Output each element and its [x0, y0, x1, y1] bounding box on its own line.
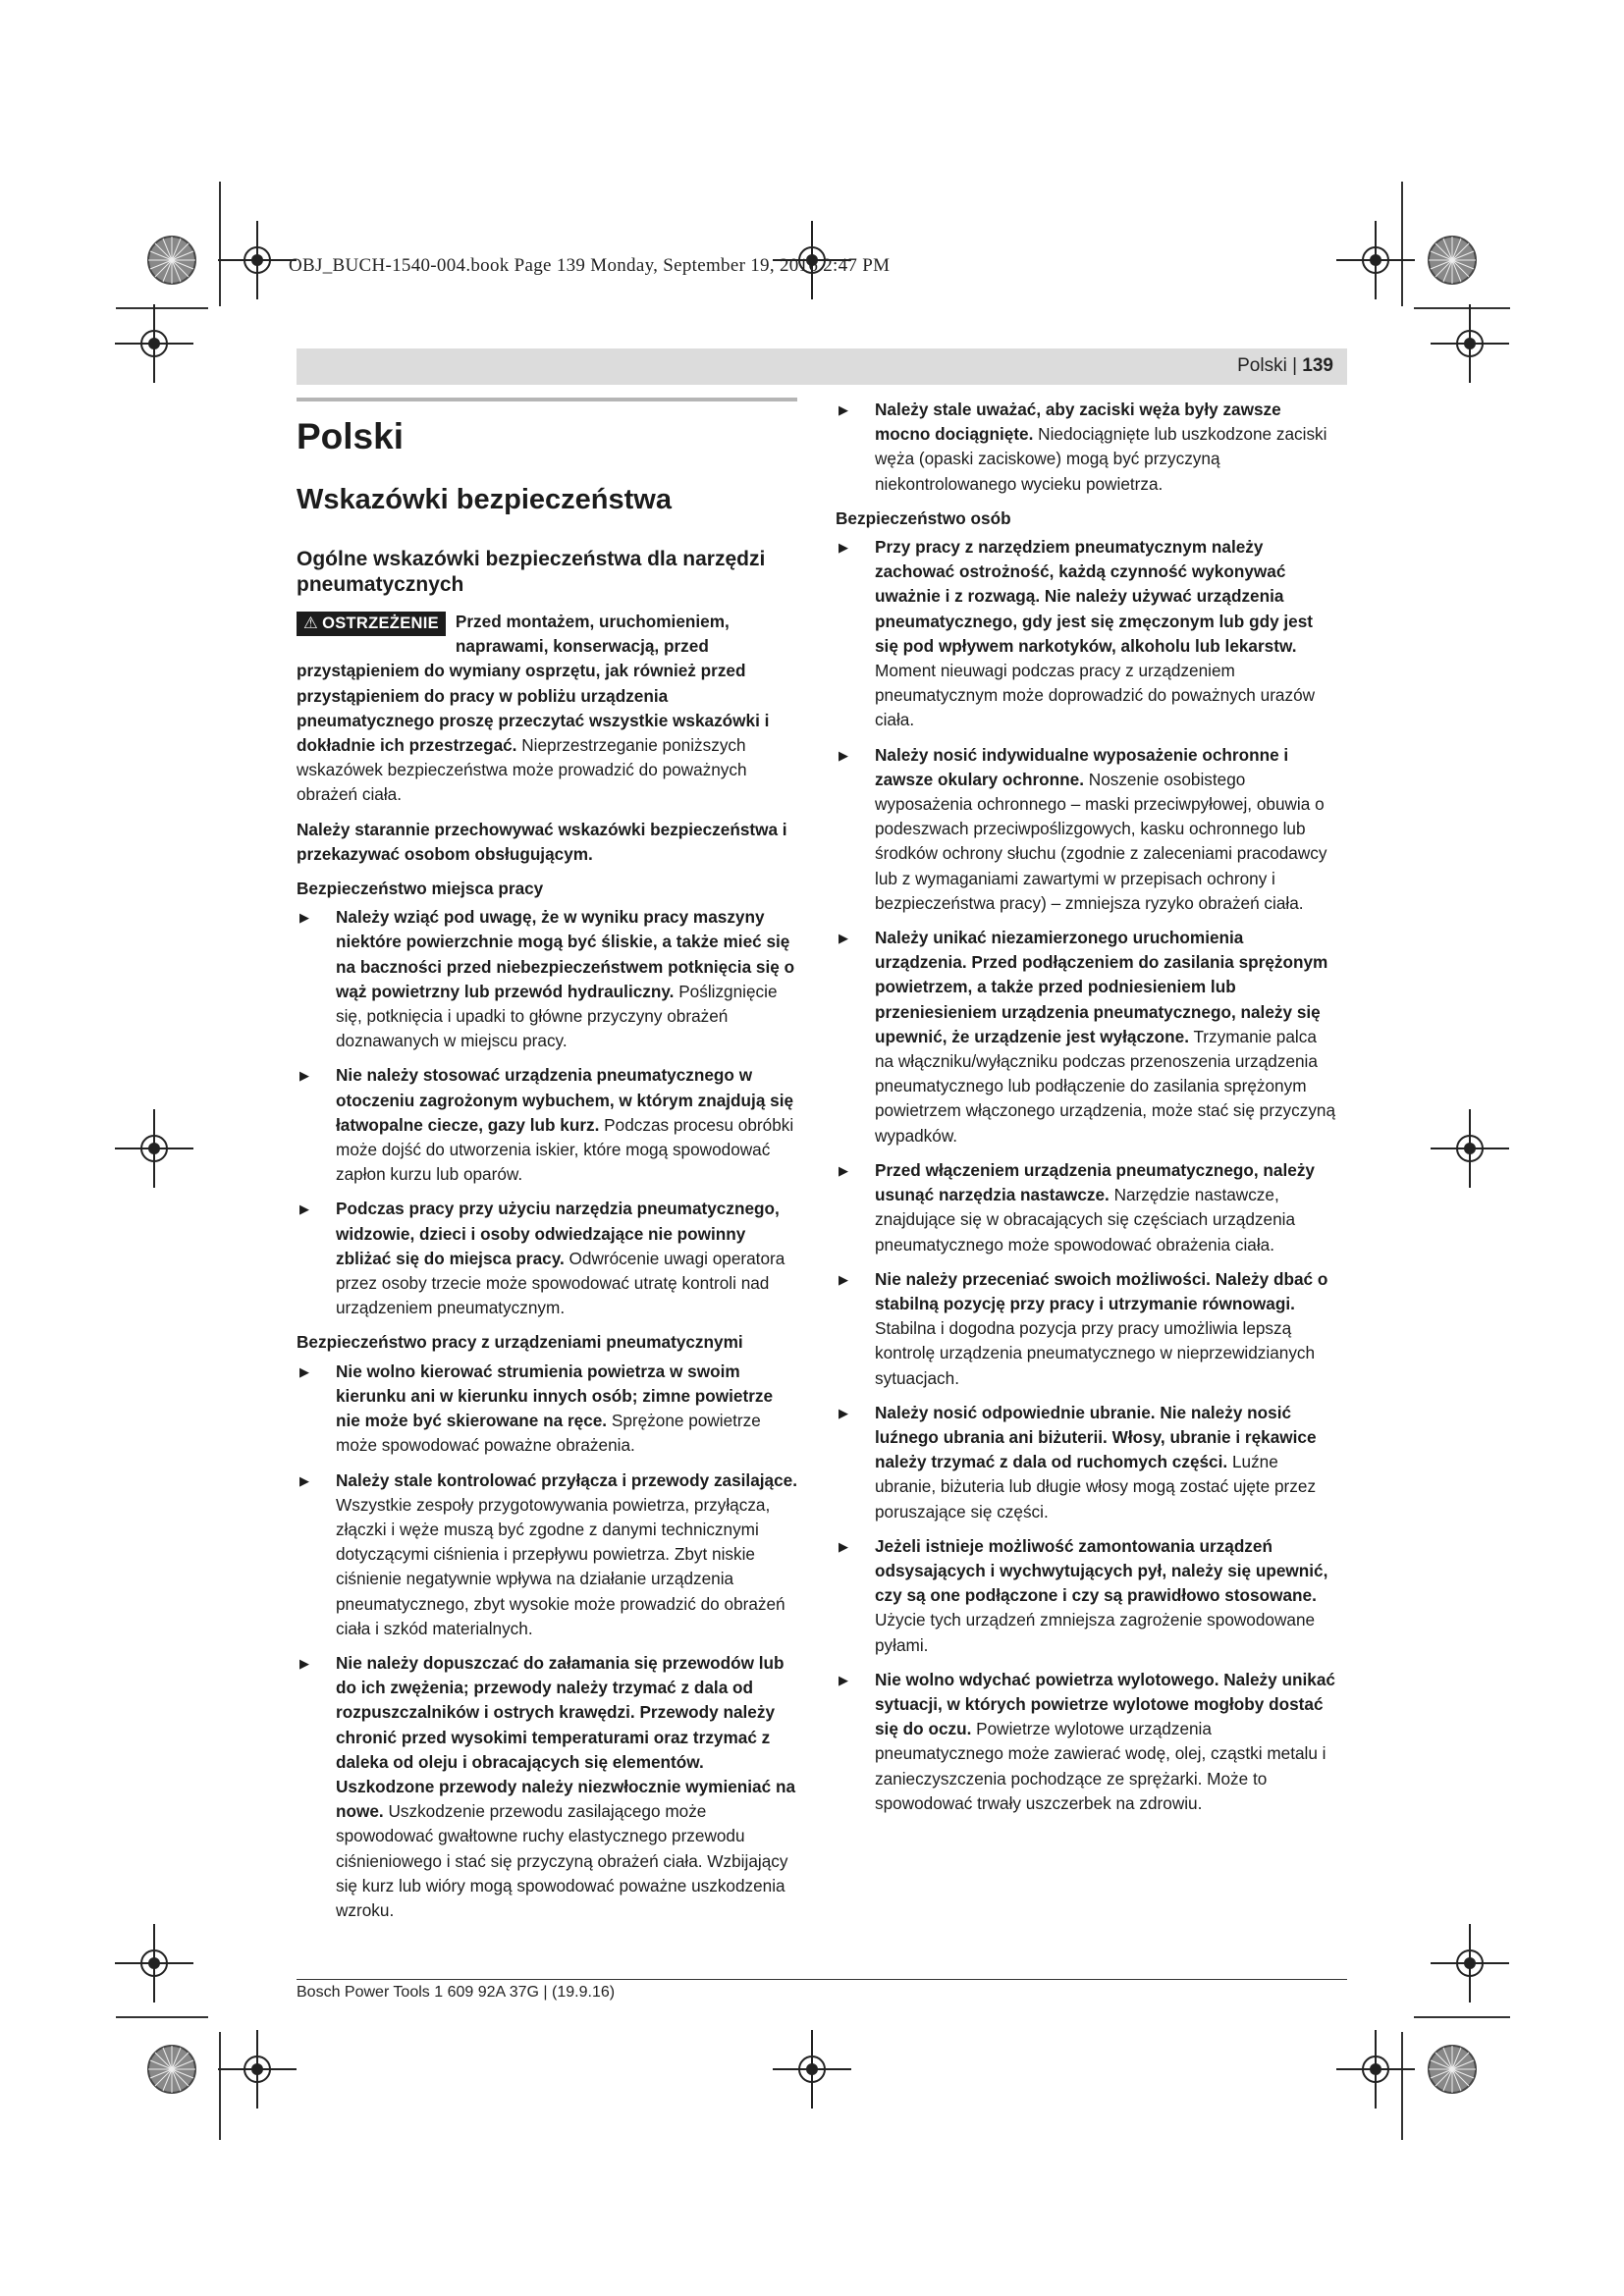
- list-item: [836, 1158, 1337, 1257]
- item-text: Wszystkie zespoły przygotowywania powietrza, przyłącza, złączki i węże muszą być zgodne z danymi technicznymi dotyczącymi ciśnienia i przepływu powietrza. Zbyt niskie ciśnienie negatywnie wpływa na działanie urządzenia pneumatycznego, zbyt wysokie może prowadzić do obrażeń ciała i szkód materialnych.: [336, 1494, 785, 1638]
- item-text: Użycie tych urządzeń zmniejsza zagrożenie spowodowane pyłami.: [875, 1610, 1316, 1655]
- warning-bold-text: Przed montażem, uruchomieniem, naprawami, konserwacją, przed przystąpieniem do wymiany osprzętu, jak również przed przystąpieniem do pracy w pobliżu urządzenia pneumatycznego proszę przeczytać wszystkie wskazówki i dokładnie ich przestrzegać.: [297, 612, 770, 756]
- item-bold: Nie należy przeceniać swoich możliwości. Należy dbać o stabilną pozycję przy pracy i utrzymanie równowagi.: [875, 1268, 1328, 1313]
- list-item: [836, 1534, 1337, 1658]
- item-text: Uszkodzenie przewodu zasilającego może spowodować gwałtowne ruchy elastycznego przewodu ciśnieniowego i stać się przyczyną obrażeń ciała. Wzbijający się kurz lub wióry mogą spowodować poważne uszkodzenia wzroku.: [336, 1801, 788, 1920]
- pneumatic-safety-list: [297, 1360, 798, 1923]
- warning-text: Nieprzestrzeganie poniższych wskazówek bezpieczeństwa może prowadzić do poważnych obrażeń ciała.: [297, 735, 747, 805]
- language-title: Polski: [297, 416, 404, 456]
- arrow-bullet-icon: ▶: [839, 1405, 848, 1420]
- item-text: Stabilna i dogodna pozycja przy pracy umożliwia lepszą kontrolę urządzenia pneumatycznego w nieprzewidzianych sytuacjach.: [875, 1318, 1316, 1388]
- warning-label: OSTRZEŻENIE: [322, 614, 439, 632]
- item-text: Poślizgnięcie się, potknięcia i upadki to główne przyczyny obrażeń doznawanych w miejscu pracy.: [336, 981, 778, 1051]
- header-separator: |: [1286, 355, 1303, 376]
- list-item: [297, 1651, 798, 1923]
- list-item: [836, 398, 1337, 497]
- arrow-bullet-icon: ▶: [299, 1068, 309, 1084]
- arrow-bullet-icon: ▶: [839, 1162, 848, 1178]
- personal-safety-list: [836, 535, 1337, 1816]
- right-column: [836, 398, 1337, 1826]
- arrow-bullet-icon: ▶: [299, 1363, 309, 1379]
- item-text: Narzędzie nastawcze, znajdujące się w obracających się częściach urządzenia pneumatycznego może spowodować obrażenia ciała.: [875, 1185, 1296, 1255]
- arrow-bullet-icon: ▶: [299, 1655, 309, 1671]
- item-bold: Należy nosić odpowiednie ubranie. Nie należy nosić luźnego ubrania ani biżuterii. Włosy, ubranie i rękawice należy trzymać z dala od ruchomych części.: [875, 1402, 1317, 1472]
- item-text: Podczas procesu obróbki może dojść do utworzenia iskier, które mogą spowodować zapłon kurzu lub oparów.: [336, 1114, 794, 1185]
- list-item: [836, 1668, 1337, 1816]
- item-bold: Przed włączeniem urządzenia pneumatycznego, należy usunąć narzędzia nastawcze.: [875, 1159, 1315, 1205]
- item-bold: Nie wolno wdychać powietrza wylotowego. Należy unikać sytuacji, w których powietrze wylotowe mogłoby dostać się do oczu.: [875, 1669, 1335, 1739]
- print-slug: OBJ_BUCH-1540-004.book Page 139 Monday, September 19, 2016 2:47 PM: [289, 255, 891, 276]
- item-bold: Przy pracy z narzędziem pneumatycznym należy zachować ostrożność, każdą czynność wykonywać uważnie i z rozwagą. Nie należy używać urządzenia pneumatycznego, gdy jest się zmęczonym lub gdy jest się pod wpływem narkotyków, alkoholu lub lekarstw.: [875, 537, 1314, 656]
- warning-triangle-icon: ⚠: [303, 614, 319, 632]
- list-item: [836, 926, 1337, 1148]
- arrow-bullet-icon: ▶: [839, 1271, 848, 1287]
- list-item: [836, 1267, 1337, 1391]
- page-number: 139: [1302, 355, 1333, 376]
- item-bold: Należy wziąć pod uwagę, że w wyniku pracy maszyny niektóre powierzchnie mogą być śliskie, a także mieć się na baczności przed niebezpieczeństwem potknięcia się o wąż powietrzny lub przewód hydrauliczny.: [336, 907, 795, 1001]
- arrow-bullet-icon: ▶: [839, 1538, 848, 1554]
- keep-note-text: Należy starannie przechowywać wskazówki bezpieczeństwa i przekazywać osobom obsługującym.: [297, 819, 787, 864]
- item-bold: Należy stale kontrolować przyłącza i przewody zasilające.: [336, 1469, 797, 1490]
- safety-title: Wskazówki bezpieczeństwa: [297, 484, 672, 515]
- section-rule: [297, 398, 797, 401]
- arrow-bullet-icon: ▶: [299, 1472, 309, 1488]
- left-column: [297, 398, 798, 1933]
- arrow-bullet-icon: ▶: [839, 540, 848, 556]
- list-item: [297, 1063, 798, 1187]
- list-item: [297, 1197, 798, 1320]
- item-bold: Jeżeli istnieje możliwość zamontowania urządzeń odsysających i wychwytujących pył, należy się upewnić, czy są one podłączone i czy są prawidłowo stosowane.: [875, 1535, 1328, 1606]
- workplace-safety-heading: Bezpieczeństwo miejsca pracy: [297, 879, 544, 899]
- list-item: [297, 1360, 798, 1459]
- list-item: [297, 905, 798, 1053]
- item-text: Noszenie osobistego wyposażenia ochronnego – maski przeciwpyłowej, obuwia o podeszwach przeciwpoślizgowych, kasku ochronnego lub środków ochrony słuchu (zgodnie z zaleceniami pracodawcy lub z wymaganiami zawartymi w przepisach ochrony i bezpieczeństwa pracy) – zmniejsza ryzyko obrażeń ciała.: [875, 769, 1327, 913]
- list-item: [297, 1468, 798, 1641]
- list-item: [836, 1401, 1337, 1524]
- item-bold: Nie wolno kierować strumienia powietrza w swoim kierunku ani w kierunku innych osób; zimne powietrze nie może być skierowane na ręce.: [336, 1361, 774, 1431]
- personal-safety-heading: Bezpieczeństwo osób: [836, 507, 1011, 528]
- item-text: Odwrócenie uwagi operatora przez osoby trzecie może spowodować utratę kontroli nad urządzeniem pneumatycznym.: [336, 1248, 785, 1318]
- page-header: [1237, 355, 1333, 377]
- list-item: [836, 743, 1337, 916]
- hose-clamps-list: [836, 398, 1337, 497]
- page-footer: Bosch Power Tools 1 609 92A 37G | (19.9.16): [297, 1984, 616, 2001]
- item-bold: Należy nosić indywidualne wyposażenie ochronne i zawsze okulary ochronne.: [875, 744, 1289, 789]
- warning-badge: [297, 612, 446, 636]
- warning-paragraph: [297, 610, 798, 808]
- page-header-bar: [297, 348, 1347, 385]
- item-bold: Należy stale uważać, aby zaciski węża były zawsze mocno dociągnięte.: [875, 400, 1281, 445]
- arrow-bullet-icon: ▶: [839, 931, 848, 946]
- item-text: Powietrze wylotowe urządzenia pneumatycznego może zawierać wodę, olej, cząstki metalu i zanieczyszczenia pochodzące ze sprężarki. Może to spowodować trwały uszczerbek na zdrowiu.: [875, 1719, 1326, 1813]
- item-text: Luźne ubranie, biżuteria lub długie włosy mogą zostać ujęte przez poruszające się części.: [875, 1452, 1317, 1522]
- general-safety-heading: Ogólne wskazówki bezpieczeństwa dla narzędzi pneumatycznych: [297, 548, 766, 596]
- item-text: Moment nieuwagi podczas pracy z urządzeniem pneumatycznym może doprowadzić do poważnych urazów ciała.: [875, 661, 1316, 730]
- arrow-bullet-icon: ▶: [299, 910, 309, 926]
- arrow-bullet-icon: ▶: [839, 747, 848, 763]
- item-text: Niedociągnięte lub uszkodzone zaciski węża (opaski zaciskowe) mogą być przyczyną niekontrolowanego wycieku powietrza.: [875, 424, 1327, 494]
- item-bold: Nie należy stosować urządzenia pneumatycznego w otoczeniu zagrożonym wybuchem, w którym znajdują się łatwopalne ciecze, gazy lub kurz.: [336, 1065, 794, 1135]
- footer-rule: [297, 1979, 1347, 1980]
- header-section: Polski: [1237, 355, 1287, 376]
- item-text: Trzymanie palca na włączniku/wyłączniku podczas przenoszenia urządzenia pneumatycznego lub podłączenie do zasilania sprężonym powietrzem włączonego urządzenia, może stać się przyczyną wypadków.: [875, 1026, 1336, 1146]
- item-bold: Nie należy dopuszczać do załamania się przewodów lub do ich zwężenia; przewody należy trzymać z dala od rozpuszczalników i ostrych krawędzi. Przewody należy chronić przed wysokimi temperaturami oraz trzymać z daleka od oleju i obracających się elementów. Uszkodzone przewody należy niezwłocznie wymieniać na nowe.: [336, 1652, 796, 1822]
- arrow-bullet-icon: ▶: [299, 1201, 309, 1217]
- pneumatic-safety-heading: Bezpieczeństwo pracy z urządzeniami pneumatycznymi: [297, 1332, 743, 1353]
- workplace-safety-list: [297, 905, 798, 1320]
- arrow-bullet-icon: ▶: [839, 402, 848, 417]
- arrow-bullet-icon: ▶: [839, 1672, 848, 1687]
- keep-instructions-note: [297, 818, 798, 867]
- list-item: [836, 535, 1337, 733]
- item-bold: Podczas pracy przy użyciu narzędzia pneumatycznego, widzowie, dzieci i osoby odwiedzające nie powinny zbliżać się do miejsca pracy.: [336, 1199, 780, 1268]
- item-bold: Należy unikać niezamierzonego uruchomienia urządzenia. Przed podłączeniem do zasilania sprężonym powietrzem, a także przed podniesieniem lub przeniesieniem urządzenia pneumatycznego, należy się upewnić, że urządzenie jest wyłączone.: [875, 928, 1328, 1046]
- item-text: Sprężone powietrze może spowodować poważne obrażenia.: [336, 1411, 761, 1456]
